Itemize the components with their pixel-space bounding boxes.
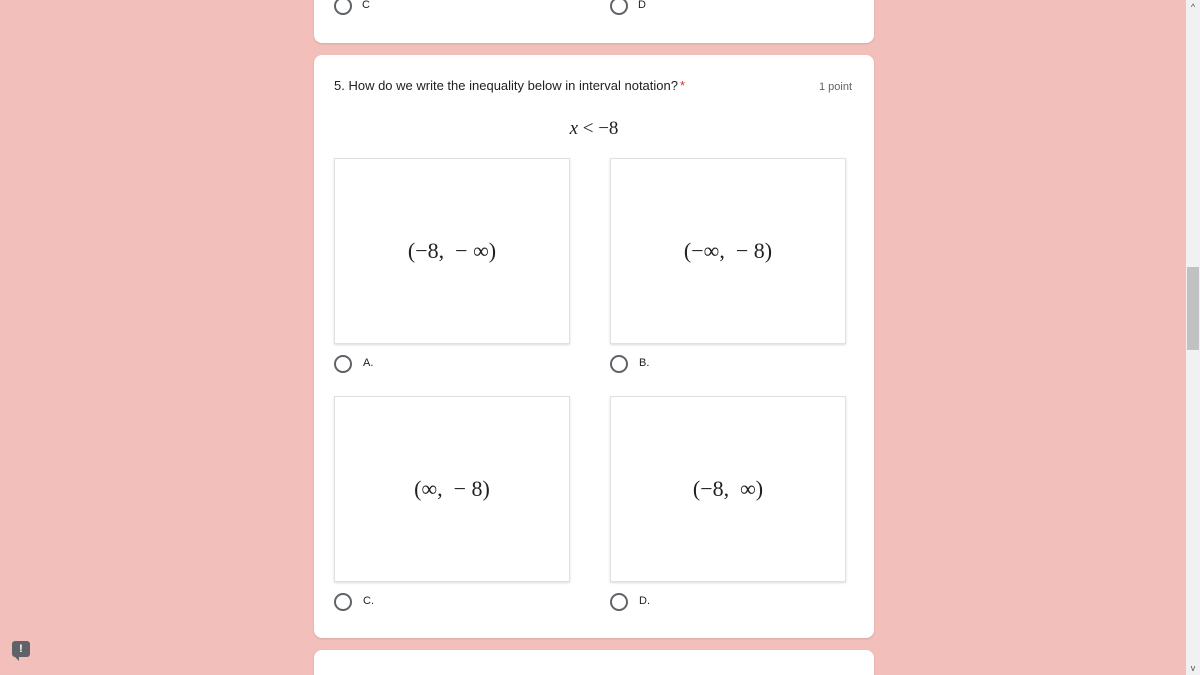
- inequality-expression: < −8: [578, 118, 619, 139]
- radio-option-d-main[interactable]: [610, 593, 628, 611]
- option-a-image: [334, 158, 570, 344]
- required-marker: *: [679, 78, 686, 93]
- scrollbar-thumb[interactable]: [1187, 267, 1199, 350]
- option-label-d: D: [638, 0, 646, 11]
- question-card: [314, 55, 874, 638]
- option-b-expression: (−∞, − 8): [683, 238, 773, 263]
- radio-option-c-main[interactable]: [334, 593, 352, 611]
- scroll-up-icon[interactable]: ^: [1190, 2, 1196, 12]
- option-b-image: [610, 158, 846, 344]
- option-c-expression: (∞, − 8): [414, 476, 490, 501]
- scroll-down-icon[interactable]: v: [1190, 663, 1196, 673]
- option-d-image: [610, 396, 846, 582]
- radio-option-b[interactable]: [610, 355, 628, 373]
- radio-option-a[interactable]: [334, 355, 352, 373]
- option-a-expression: (−8, − ∞): [407, 238, 497, 263]
- inequality-variable: x: [569, 118, 578, 139]
- question-title-text: 5. How do we write the inequality below in interval notation?: [334, 78, 678, 93]
- question-points: 1 point: [818, 81, 852, 93]
- option-label-c: C: [362, 0, 370, 11]
- option-c-label: C.: [363, 595, 374, 607]
- option-a-label: A.: [363, 357, 374, 369]
- previous-question-card: [314, 0, 874, 43]
- report-icon[interactable]: !: [12, 641, 30, 657]
- option-d-label: D.: [639, 595, 650, 607]
- option-b-label: B.: [639, 357, 650, 369]
- inequality-display: [314, 118, 874, 140]
- radio-option-c[interactable]: [334, 0, 352, 15]
- scrollbar[interactable]: [1186, 0, 1200, 675]
- option-d-expression: (−8, ∞): [692, 476, 764, 501]
- radio-option-d[interactable]: [610, 0, 628, 15]
- question-title: [334, 78, 685, 93]
- next-question-card: [314, 650, 874, 675]
- option-c-image: [334, 396, 570, 582]
